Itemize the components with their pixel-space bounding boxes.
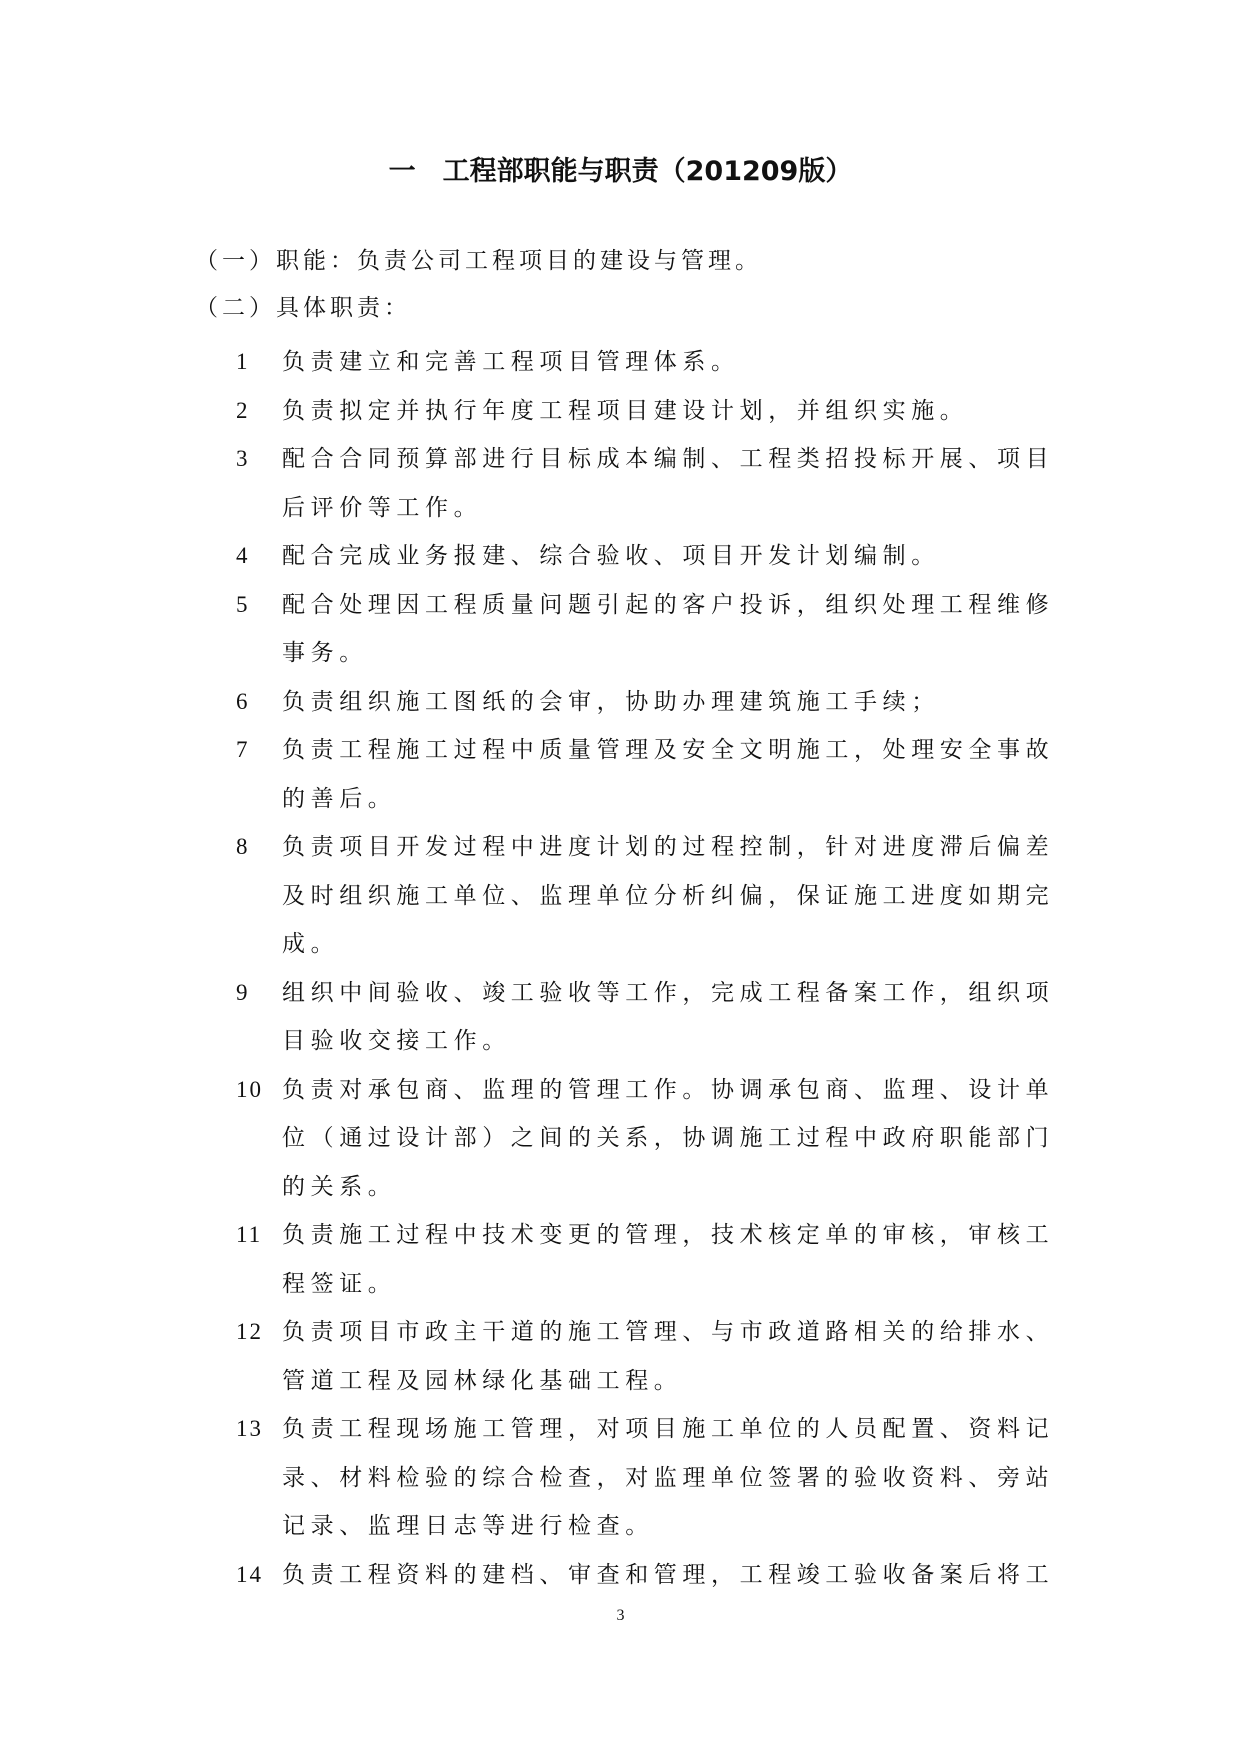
duty-item-1 <box>236 338 1056 387</box>
duty-number: 7 <box>236 737 250 762</box>
duty-item-6 <box>236 678 1056 727</box>
duty-text: 配合合同预算部进行目标成本编制、工程类招投标开展、项目后评价等工作。 <box>282 446 1055 521</box>
duty-number: 6 <box>236 688 250 714</box>
duty-item-9 <box>236 969 1056 1066</box>
duty-number: 13 <box>236 1416 263 1441</box>
duty-item-5 <box>236 581 1056 678</box>
page-number: 3 <box>616 1607 625 1624</box>
duty-item-10 <box>236 1066 1056 1212</box>
duty-text: 负责项目开发过程中进度计划的过程控制，针对进度滞后偏差及时组织施工单位、监理单位分析纠偏，保证施工进度如期完成。 <box>282 834 1055 957</box>
duties-heading: （二）具体职责： <box>195 295 411 321</box>
duty-number: 9 <box>236 979 250 1005</box>
duty-number: 11 <box>236 1222 263 1247</box>
duty-item-4 <box>236 532 1056 581</box>
duty-list <box>236 338 1056 1599</box>
duty-number: 10 <box>236 1076 263 1102</box>
duty-text: 负责建立和完善工程项目管理体系。 <box>282 349 740 375</box>
duty-number: 12 <box>236 1319 263 1344</box>
page-title: 一 工程部职能与职责（201209版） <box>388 156 853 187</box>
duty-number: 4 <box>236 543 250 568</box>
duty-item-13 <box>236 1405 1056 1551</box>
duty-text: 负责拟定并执行年度工程项目建设计划，并组织实施。 <box>282 397 969 424</box>
duty-text: 负责工程资料的建档、审查和管理，工程竣工验收备案后将工 <box>282 1561 1055 1588</box>
duty-number: 14 <box>236 1561 263 1587</box>
duty-number: 5 <box>236 591 250 617</box>
duty-number: 3 <box>236 446 250 471</box>
duty-text: 负责工程现场施工管理，对项目施工单位的人员配置、资料记录、材料检验的综合检查，对监理单位签署的验收资料、旁站记录、监理日志等进行检查。 <box>282 1416 1055 1539</box>
duty-item-7 <box>236 726 1056 823</box>
duty-text: 配合完成业务报建、综合验收、项目开发计划编制。 <box>282 543 940 569</box>
duty-item-2 <box>236 387 1056 436</box>
duty-item-11 <box>236 1211 1056 1308</box>
duty-number: 1 <box>236 349 250 374</box>
duty-item-8 <box>236 823 1056 969</box>
duty-item-12 <box>236 1308 1056 1405</box>
duty-text: 负责工程施工过程中质量管理及安全文明施工，处理安全事故的善后。 <box>282 737 1055 812</box>
duty-text: 配合处理因工程质量问题引起的客户投诉，组织处理工程维修事务。 <box>282 591 1055 666</box>
duty-text: 组织中间验收、竣工验收等工作，完成工程备案工作，组织项目验收交接工作。 <box>282 979 1055 1054</box>
duty-text: 负责组织施工图纸的会审，协助办理建筑施工手续； <box>282 688 940 715</box>
duty-item-3 <box>236 435 1056 532</box>
duty-text: 负责施工过程中技术变更的管理，技术核定单的审核，审核工程签证。 <box>282 1222 1055 1297</box>
duty-item-14 <box>236 1551 1056 1600</box>
duty-text: 负责项目市政主干道的施工管理、与市政道路相关的给排水、管道工程及园林绿化基础工程。 <box>282 1319 1055 1394</box>
duty-text: 负责对承包商、监理的管理工作。协调承包商、监理、设计单位（通过设计部）之间的关系，协调施工过程中政府职能部门的关系。 <box>282 1076 1055 1200</box>
function-statement: （一）职能：负责公司工程项目的建设与管理。 <box>195 248 762 274</box>
duty-number: 8 <box>236 834 250 859</box>
duty-number: 2 <box>236 397 250 423</box>
